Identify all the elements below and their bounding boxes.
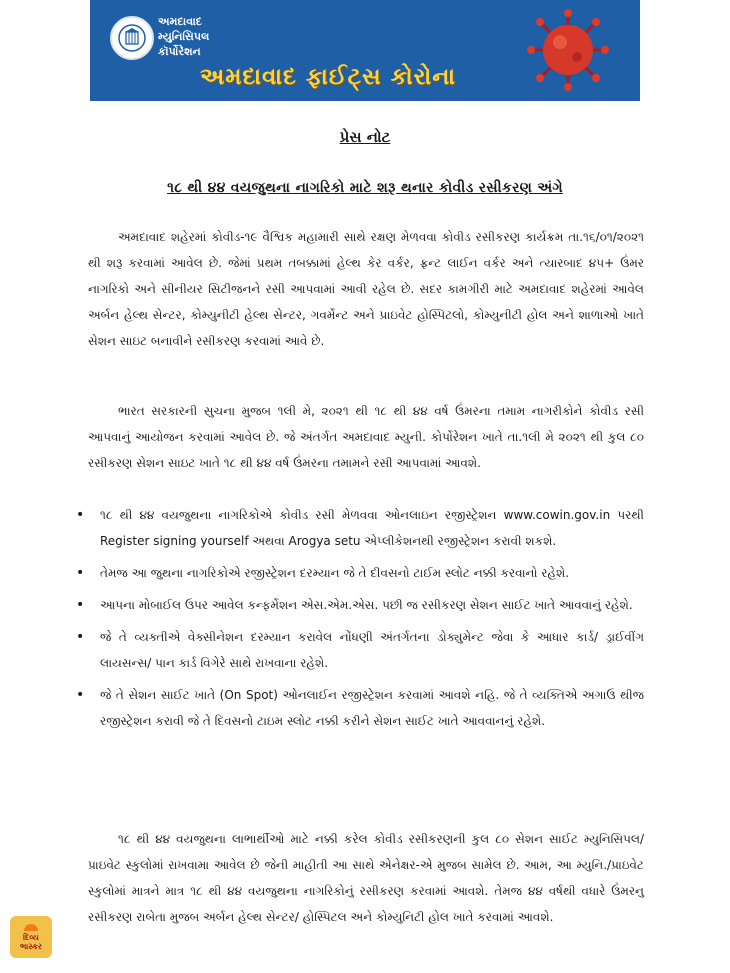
bullet-icon: • — [76, 687, 85, 703]
list-item — [76, 592, 644, 618]
header-banner — [90, 0, 640, 101]
list-item — [76, 624, 644, 676]
coronavirus-icon — [526, 8, 610, 92]
bullet-icon: • — [76, 565, 85, 581]
org-line-3: કૉર્પોરેશન — [158, 45, 201, 58]
instruction-list — [76, 502, 644, 740]
list-item-text: ૧૮ થી ૪૪ વયજુથના નાગરિકોએ કોવીડ રસી મેળવવા ઓનલાઇન રજીસ્ટ્રેશન www.cowin.gov.in પરથી Register signing yourself અથવા Arogya setu એપ્લીકેશનથી રજીસ્ટ્રેશન કરાવી શકશે. — [100, 508, 644, 548]
logo-line-1: દિવ્ય — [23, 932, 39, 942]
list-item-text: તેમજ આ જુથના નાગરિકોએ રજીસ્ટ્રેશન દરમ્યાન જે તે દીવસનો ટાઈમ સ્લોટ નક્કી કરવાનો રહેશે. — [100, 566, 570, 580]
list-item — [76, 560, 644, 586]
paragraph-2: ભારત સરકારની સુચના મુજબ ૧લી મે, ૨૦૨૧ થી ૧૮ થી ૪૪ વર્ષ ઉંમરના તમામ નાગરીકોને કોવીડ રસી આપવાનું આયોજન કરવામાં આવેલ છે. જે અંતર્ગત અમદાવાદ મ્યુની. કોર્પોરેશન ખાતે તા.૧લી મે ૨૦૨૧ થી કુલ ૮૦ રસીકરણ સેશન સાઇટ ખાતે ૧૮ થી ૪૪ વર્ષ ઉંમરના તમામને રસી આપવામાં આવશે. — [88, 404, 644, 470]
org-line-1: અમદાવાદ — [158, 15, 202, 28]
bullet-icon: • — [76, 597, 85, 613]
list-item — [76, 502, 644, 554]
campaign-tagline: અમદાવાદ ફાઈટ્સ કોરોના — [200, 64, 457, 90]
logo-line-2: ભાસ્કર — [19, 941, 43, 951]
list-item — [76, 682, 644, 734]
list-item-text: જે તે વ્યક્તીએ વેક્સીનેશન દરમ્યાન કરાવેલ નોંધણી અંતર્ગતના ડોક્યુમેન્ટ જેવા કે આધાર કાર્ડ/ ડ્રાઈવીંગ લાયસન્સ/ પાન કાર્ડ વિગેરે સાથે રાખવાના રહેશે. — [100, 630, 644, 670]
paragraph-3: ૧૮ થી ૪૪ વયજુથના લાભાર્થીઓ માટે નક્કી કરેલ કોવીડ રસીકરણની કુલ ૮૦ સેશન સાઈટ મ્યુનિસિપલ/પ્રાઇવેટ સ્કુલોમાં રાખવામા આવેલ છે જેની માહીતી આ સાથે એનેક્ષર-એ મુજબ સામેલ છે. આમ, આ મ્યુનિ./પ્રાઇવેટ સ્કુલોમાં માત્રને માત્ર ૧૮ થી ૪૪ વયજુથના નાગરિકોનું રસીકરણ કરવામાં આવશે. તેમજ ૪૪ વર્ષથી વધારે ઉંમરનુ રસીકરણ રાબેતા મુજબ અર્બન હેલ્થ સેન્ટર/ હોસ્પિટલ અને કોમ્યુનિટી હોલ ખાતે કરવામાં આવશે. — [88, 832, 644, 924]
divya-bhaskar-logo-icon — [10, 916, 52, 958]
list-item-text: જે તે સેશન સાઈટ ખાતે (On Spot) ઓનલાઈન રજીસ્ટ્રેશન કરવામાં આવશે નહિ. જે તે વ્યક્તિએ અગાઉ થીજ રજીસ્ટ્રેશન કરાવી જે તે દિવસનો ટાઇમ સ્લોટ નક્કી કરીને સેશન સાઈટ ખાતે આવવાનનું રહેશે. — [100, 688, 644, 728]
list-item-text: આપના મોબાઈલ ઉપર આવેલ કન્ફર્મેશન એસ.એમ.એસ. પછી જ રસીકરણ સેશન સાઈટ ખાતે આવવાનું રહેશે. — [100, 598, 633, 612]
bullet-icon: • — [76, 507, 85, 523]
org-line-2: મ્યુનિસિપલ — [158, 30, 210, 43]
document-heading: પ્રેસ નોટ — [339, 128, 391, 146]
document-subject: ૧૮ થી ૪૪ વયજુથના નાગરિકો માટે શરૂ થનાર કોવીડ રસીકરણ અંગે — [167, 180, 563, 196]
bullet-icon: • — [76, 629, 85, 645]
sun-icon — [24, 924, 38, 931]
paragraph-1: અમદાવાદ શહેરમાં કોવીડ-૧૯ વૈશ્વિક મહામારી સાથે રક્ષણ મેળવવા કોવીડ રસીકરણ કાર્યક્રમ તા.૧૬/૦૧/૨૦૨૧ થી શરૂ કરવામાં આવેલ છે. જેમાં પ્રથમ તબક્કામાં હેલ્થ કેર વર્કર, ફ્રન્ટ લાઈન વર્કર અને ત્યારબાદ ૪૫+ ઉંમર નાગરિકો અને સીનીયર સિટીજનને રસી આપવામાં આવી રહેલ છે. સદર કામગીરી માટે અમદાવાદ શહેરમાં આવેલ અર્બન હેલ્થ સેન્ટર, કોમ્યુનીટી હેલ્થ સેન્ટર, ગવર્મેન્ટ અને પ્રાઇવેટ હોસ્પિટલો, કોમ્યુનીટી હોલ અને શાળાઓ ખાતે સેશન સાઇટ બનાવીને રસીકરણ કરવામાં આવે છે. — [88, 230, 644, 348]
municipal-seal-icon — [110, 16, 154, 60]
organization-name — [158, 14, 209, 59]
